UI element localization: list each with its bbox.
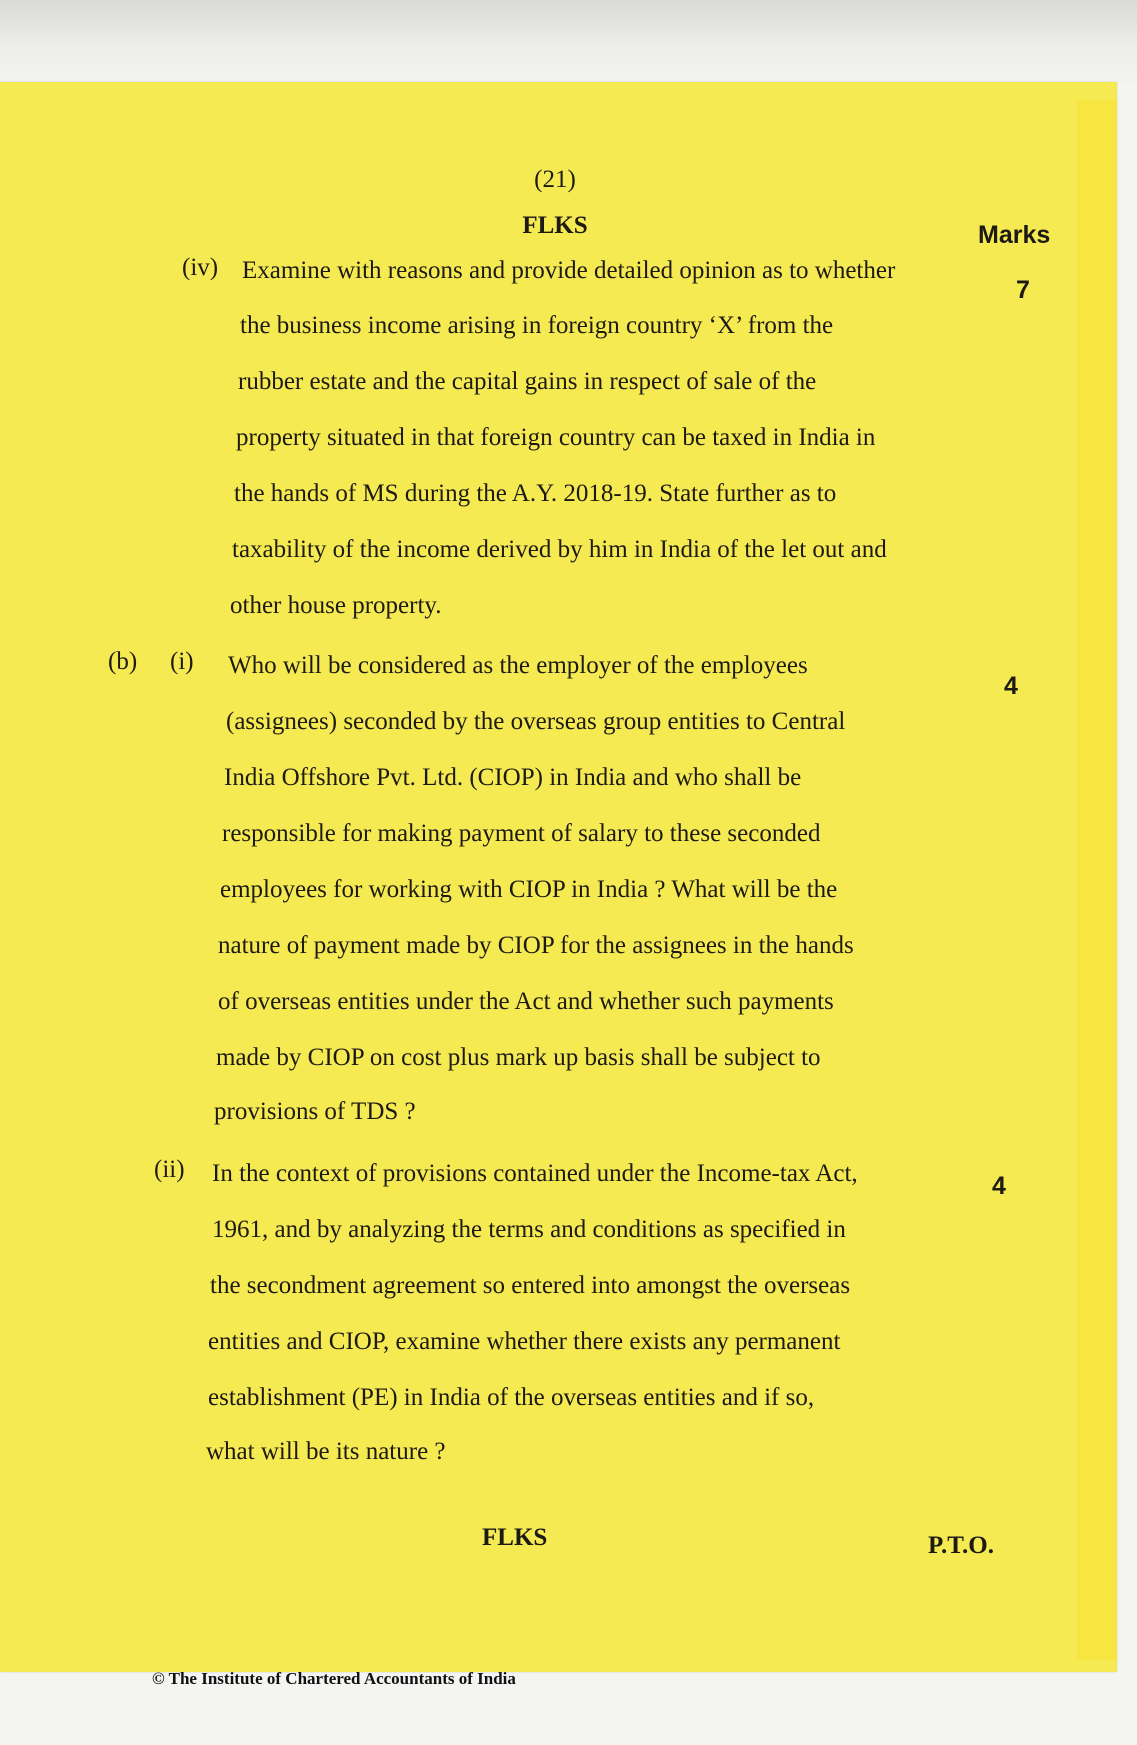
question-b-i-line-6: nature of payment made by CIOP for the assignees in the hands: [218, 932, 854, 959]
question-b-ii-line-2: 1961, and by analyzing the terms and conditions as specified in: [212, 1216, 846, 1243]
page-right-edge: [1077, 100, 1117, 1660]
question-iv-line-5: the hands of MS during the A.Y. 2018-19. State further as to: [234, 480, 837, 507]
page-number: (21): [534, 166, 576, 193]
question-iv-line-2: the business income arising in foreign country ‘X’ from the: [240, 312, 834, 339]
question-b-i-line-8: made by CIOP on cost plus mark up basis shall be subject to: [216, 1044, 821, 1071]
question-b-ii-line-5: establishment (PE) in India of the overseas entities and if so,: [208, 1384, 815, 1411]
question-iv-line-7: other house property.: [230, 592, 442, 619]
copyright-notice: © The Institute of Chartered Accountants of India: [152, 1669, 516, 1688]
question-b-i-number: (i): [170, 648, 194, 675]
question-iv-line-4: property situated in that foreign country can be taxed in India in: [236, 424, 876, 451]
question-b-i-line-5: employees for working with CIOP in India ? What will be the: [220, 876, 838, 903]
question-iv-line-3: rubber estate and the capital gains in respect of sale of the: [238, 368, 817, 395]
paper-code-header: FLKS: [522, 212, 588, 239]
question-b-i-line-3: India Offshore Pvt. Ltd. (CIOP) in India and who shall be: [224, 764, 802, 791]
question-b-ii-line-4: entities and CIOP, examine whether there exists any permanent: [208, 1328, 841, 1355]
question-b-ii-marks: 4: [992, 1172, 1006, 1200]
question-iv-marks: 7: [1016, 276, 1030, 304]
please-turn-over: P.T.O.: [928, 1532, 994, 1559]
question-b-i-marks: 4: [1004, 672, 1018, 700]
question-b-part: (b): [108, 648, 138, 675]
question-iv-line-1: Examine with reasons and provide detailed opinion as to whether: [242, 257, 896, 284]
question-b-i-line-7: of overseas entities under the Act and whether such payments: [218, 988, 834, 1015]
question-iv-line-6: taxability of the income derived by him in India of the let out and: [232, 536, 887, 563]
question-b-i-line-9: provisions of TDS ?: [214, 1098, 416, 1125]
question-iv-number: (iv): [182, 254, 219, 281]
question-b-i-line-2: (assignees) seconded by the overseas group entities to Central: [226, 708, 846, 735]
question-b-i-line-1: Who will be considered as the employer of the employees: [228, 652, 808, 679]
marks-column-label: Marks: [978, 221, 1051, 249]
question-b-ii-number: (ii): [154, 1156, 185, 1183]
question-b-ii-line-6: what will be its nature ?: [206, 1438, 446, 1465]
question-b-i-line-4: responsible for making payment of salary to these seconded: [222, 820, 821, 847]
scan-background-top: [0, 0, 1137, 82]
paper-code-footer: FLKS: [482, 1524, 548, 1551]
question-b-ii-line-1: In the context of provisions contained under the Income-tax Act,: [212, 1160, 858, 1187]
question-b-ii-line-3: the secondment agreement so entered into amongst the overseas: [210, 1272, 851, 1299]
